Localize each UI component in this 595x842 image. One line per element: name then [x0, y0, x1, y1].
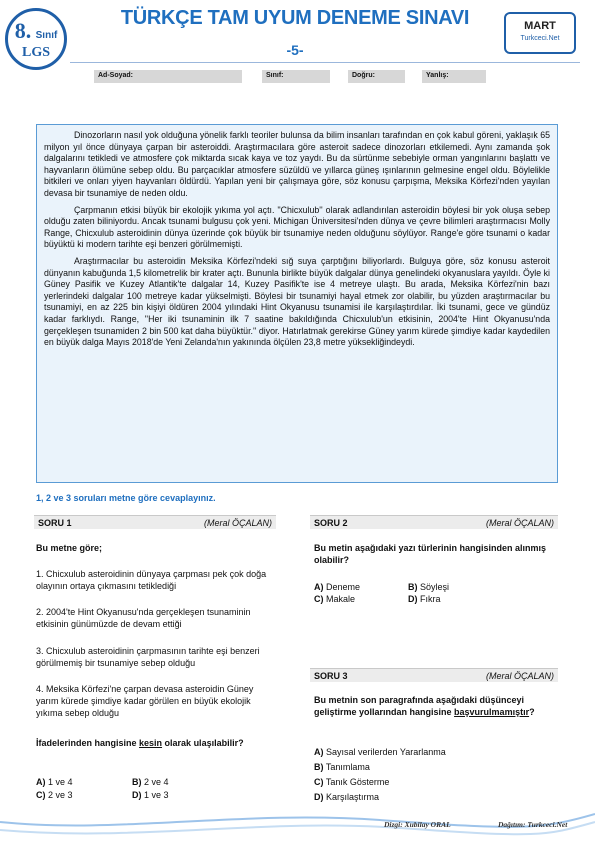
question-3-option-c[interactable]: [314, 777, 389, 787]
question-1-option-c[interactable]: [36, 790, 73, 800]
option-letter: A): [36, 777, 46, 787]
reading-passage: [36, 124, 558, 483]
question-1-prompt-post: olarak ulaşılabilir?: [162, 738, 244, 748]
question-3-stem: [314, 694, 558, 718]
grade-badge: [5, 8, 67, 70]
grade-suffix: Sınıf: [35, 30, 58, 41]
question-1-statement-4: 4. Meksika Körfezi'ne çarpan devasa asteroidin Güney yarım kürede şimdiye kadar görülen en büyük ekolojik yıkıma sebep olduğu: [36, 684, 254, 718]
question-1-prompt-key: kesin: [139, 738, 163, 748]
grade-number: 8.: [14, 18, 32, 43]
option-text: Makale: [326, 594, 356, 604]
question-1-author: (Meral ÖÇALAN): [203, 518, 272, 528]
option-text: Sayısal verilerden Yararlanma: [326, 747, 446, 757]
option-text: 2 ve 3: [48, 790, 73, 800]
question-2-option-c[interactable]: [314, 594, 355, 604]
passage-paragraph-1: Dinozorların nasıl yok olduğuna yönelik farklı teoriler bulunsa da bilim insanları tarafından en çok kabul göreni, yaklaşık 65 milyon yıl önce dünyaya çarpan bir asteroiddi. Araştırmacılara göre asteroit sadece dinozorları etkilemedi. Aynı zamanda şok dalgalarını tetikledi ve atmosfere çok miktarda sıcak kaya ve toz yaydı. Bu da sürtünme sebebiyle orman yangınlarını başlattı ve hayvanların ölümüne sebep oldu. Bu parçacıklar atmosfere süzüldü ve yıllarca güneş ışınlarının gelmesine engel oldu. Böylelikle bitkileri ve onları yiyen hayvanları öldürdü. Yapılan yeni bir çalışmaya göre, söz konusu çarpışma, Meksika Körfezi'nden yayılan devasa bir tsunamiye de neden oldu.: [44, 130, 550, 198]
class-field[interactable]: Sınıf:: [262, 70, 330, 83]
question-3-stem-post: ?: [529, 707, 535, 717]
question-3-author: (Meral ÖÇALAN): [485, 671, 554, 681]
month-box: [504, 12, 576, 54]
question-2-option-b[interactable]: [408, 582, 449, 592]
grade-line: [8, 18, 64, 44]
question-3-label: SORU 3: [314, 671, 348, 681]
question-1-prompt: [36, 737, 276, 749]
option-letter: C): [314, 594, 324, 604]
option-letter: A): [314, 582, 324, 592]
option-text: Deneme: [326, 582, 361, 592]
question-2-stem: Bu metin aşağıdaki yazı türlerinin hangisinden alınmış olabilir?: [314, 543, 547, 565]
question-2-option-d[interactable]: [408, 594, 441, 604]
option-text: 1 ve 4: [48, 777, 73, 787]
question-3-stem-key: başvurulmamıştır: [454, 707, 530, 717]
question-1-prompt-pre: İfadelerinden hangisine: [36, 738, 140, 748]
option-letter: D): [408, 594, 418, 604]
question-2-author: (Meral ÖÇALAN): [485, 518, 554, 528]
question-instruction: 1, 2 ve 3 soruları metne göre cevaplayınız.: [36, 493, 216, 503]
correct-count-field[interactable]: Doğru:: [348, 70, 405, 83]
passage-paragraph-2: Çarpmanın etkisi büyük bir ekolojik yıkıma yol açtı. ''Chicxulub'' olarak adlandırılan asteroidin böylesi bir yok oluşa sebep olduğu zaten biliniyordu. Ancak tsunami bulgusu çok yeni. Michigan Üniversitesi'nden dünya ve çevre bilimleri araştırmacısı Molly Range, Chicxulub asteroidinin dünya üzerinde çok büyük bir tsunamiye neden olduğunu söylüyor. Range'e göre tsunami o kadar büyüktü ki modern tarihte eşi benzeri görülmemişti.: [44, 204, 550, 250]
question-1-stem: Bu metne göre;: [36, 543, 103, 553]
option-letter: B): [408, 582, 418, 592]
page-number: -5-: [286, 42, 304, 58]
site-label: Turkceci.Net: [520, 35, 560, 42]
option-letter: B): [132, 777, 142, 787]
question-2-label: SORU 2: [314, 518, 348, 528]
question-1-statement-1: 1. Chicxulub asteroidinin dünyaya çarpması pek çok doğa olayının ortaya çıkmasını tetiklediği: [36, 569, 267, 591]
student-info-bar: [94, 70, 486, 83]
question-1-option-a[interactable]: [36, 777, 73, 787]
question-1-statement-2: 2. 2004'te Hint Okyanusu'nda gerçekleşen tsunaminin etkisinin günümüzde de devam ettiği: [36, 607, 251, 629]
option-text: 2 ve 4: [144, 777, 169, 787]
exam-type: LGS: [21, 45, 50, 60]
option-text: Tanık Gösterme: [325, 777, 390, 787]
option-text: Fıkra: [420, 594, 441, 604]
question-1-header: [34, 515, 276, 529]
name-field[interactable]: Ad-Soyad:: [94, 70, 242, 83]
wrong-count-field[interactable]: Yanlış:: [422, 70, 486, 83]
option-text: Tanımlama: [325, 762, 370, 772]
footer-distribution: Dağıtım: Turkceci.Net: [498, 820, 568, 829]
question-1-option-d[interactable]: [132, 790, 169, 800]
question-3-header: [310, 668, 558, 682]
month-label: MART: [524, 20, 556, 32]
question-2-option-a[interactable]: [314, 582, 360, 592]
question-1-option-b[interactable]: [132, 777, 169, 787]
option-letter: D): [314, 792, 324, 802]
question-3-option-b[interactable]: [314, 762, 370, 772]
question-1-label: SORU 1: [38, 518, 72, 528]
question-3-stem-pre: Bu metnin son paragrafında aşağıdaki düşünceyi geliştirme yollarından hangisine: [314, 695, 525, 717]
option-letter: A): [314, 747, 324, 757]
exam-title: TÜRKÇE TAM UYUM DENEME SINAVI: [120, 7, 470, 29]
question-1-statement-3: 3. Chicxulub asteroidinin çarpmasının tarihte eşi benzeri görülmemiş bir tsunamiye sebep olduğu: [36, 646, 260, 668]
option-text: Söyleşi: [420, 582, 450, 592]
question-3-option-a[interactable]: [314, 747, 446, 757]
question-2-header: [310, 515, 558, 529]
option-letter: C): [36, 790, 46, 800]
header-divider: [70, 62, 580, 63]
footer-typeset: Dizgi: Xubilay ORAL: [384, 820, 451, 829]
option-text: 1 ve 3: [144, 790, 169, 800]
passage-paragraph-3: Araştırmacılar bu asteroidin Meksika Körfezi'ndeki sığ suya çarptığını biliyorlardı. Bulguya göre, söz konusu asteroit dünyanın kabuğunda 1,5 kilometrelik bir krater açtı. Bununla birlikte büyük dalgalar dünya genelindeki okyanuslara yayıldı. Öyle ki Güney Pasifik ve Kuzey Atlantik'te dalgalar 14, Kuzey Pasifik'te ise 4 metreye ulaştı. Bu arada, Meksika Körfezi'nin bazı yerlerindeki dalgalar 100 metreye kadar yükselmişti. Böylesi bir tsunamiyi hayal etmek zor olabilir, bu yüzden araştırmacılar bu tsunamiyi, en az 225 bin kişiyi öldüren 2004 yılındaki Hint Okyanusu tsunamisi ile karşılaştırdılar. İki tsunami, gece ve gündüz kadar farklıydı. Range, ''Her iki tsunaminin ilk 7 saatine bakıldığında Chicxulub'un etkisinin, 2004'te Hint Okyanusu'nda gerçekleşen tsunamiden 2 bin 500 kat daha büyüktür.'' diyor. Hatırlatmak gerekirse Güney yarım kürede şimdiye kadar kaydedilen en büyük dalga Mayıs 2018'de Yeni Zelanda'nın yakınında ölçülen 23,8 metre yüksekliğindeydi.: [44, 255, 550, 348]
option-letter: D): [132, 790, 142, 800]
option-text: Karşılaştırma: [326, 792, 380, 802]
option-letter: C): [314, 777, 324, 787]
option-letter: B): [314, 762, 324, 772]
